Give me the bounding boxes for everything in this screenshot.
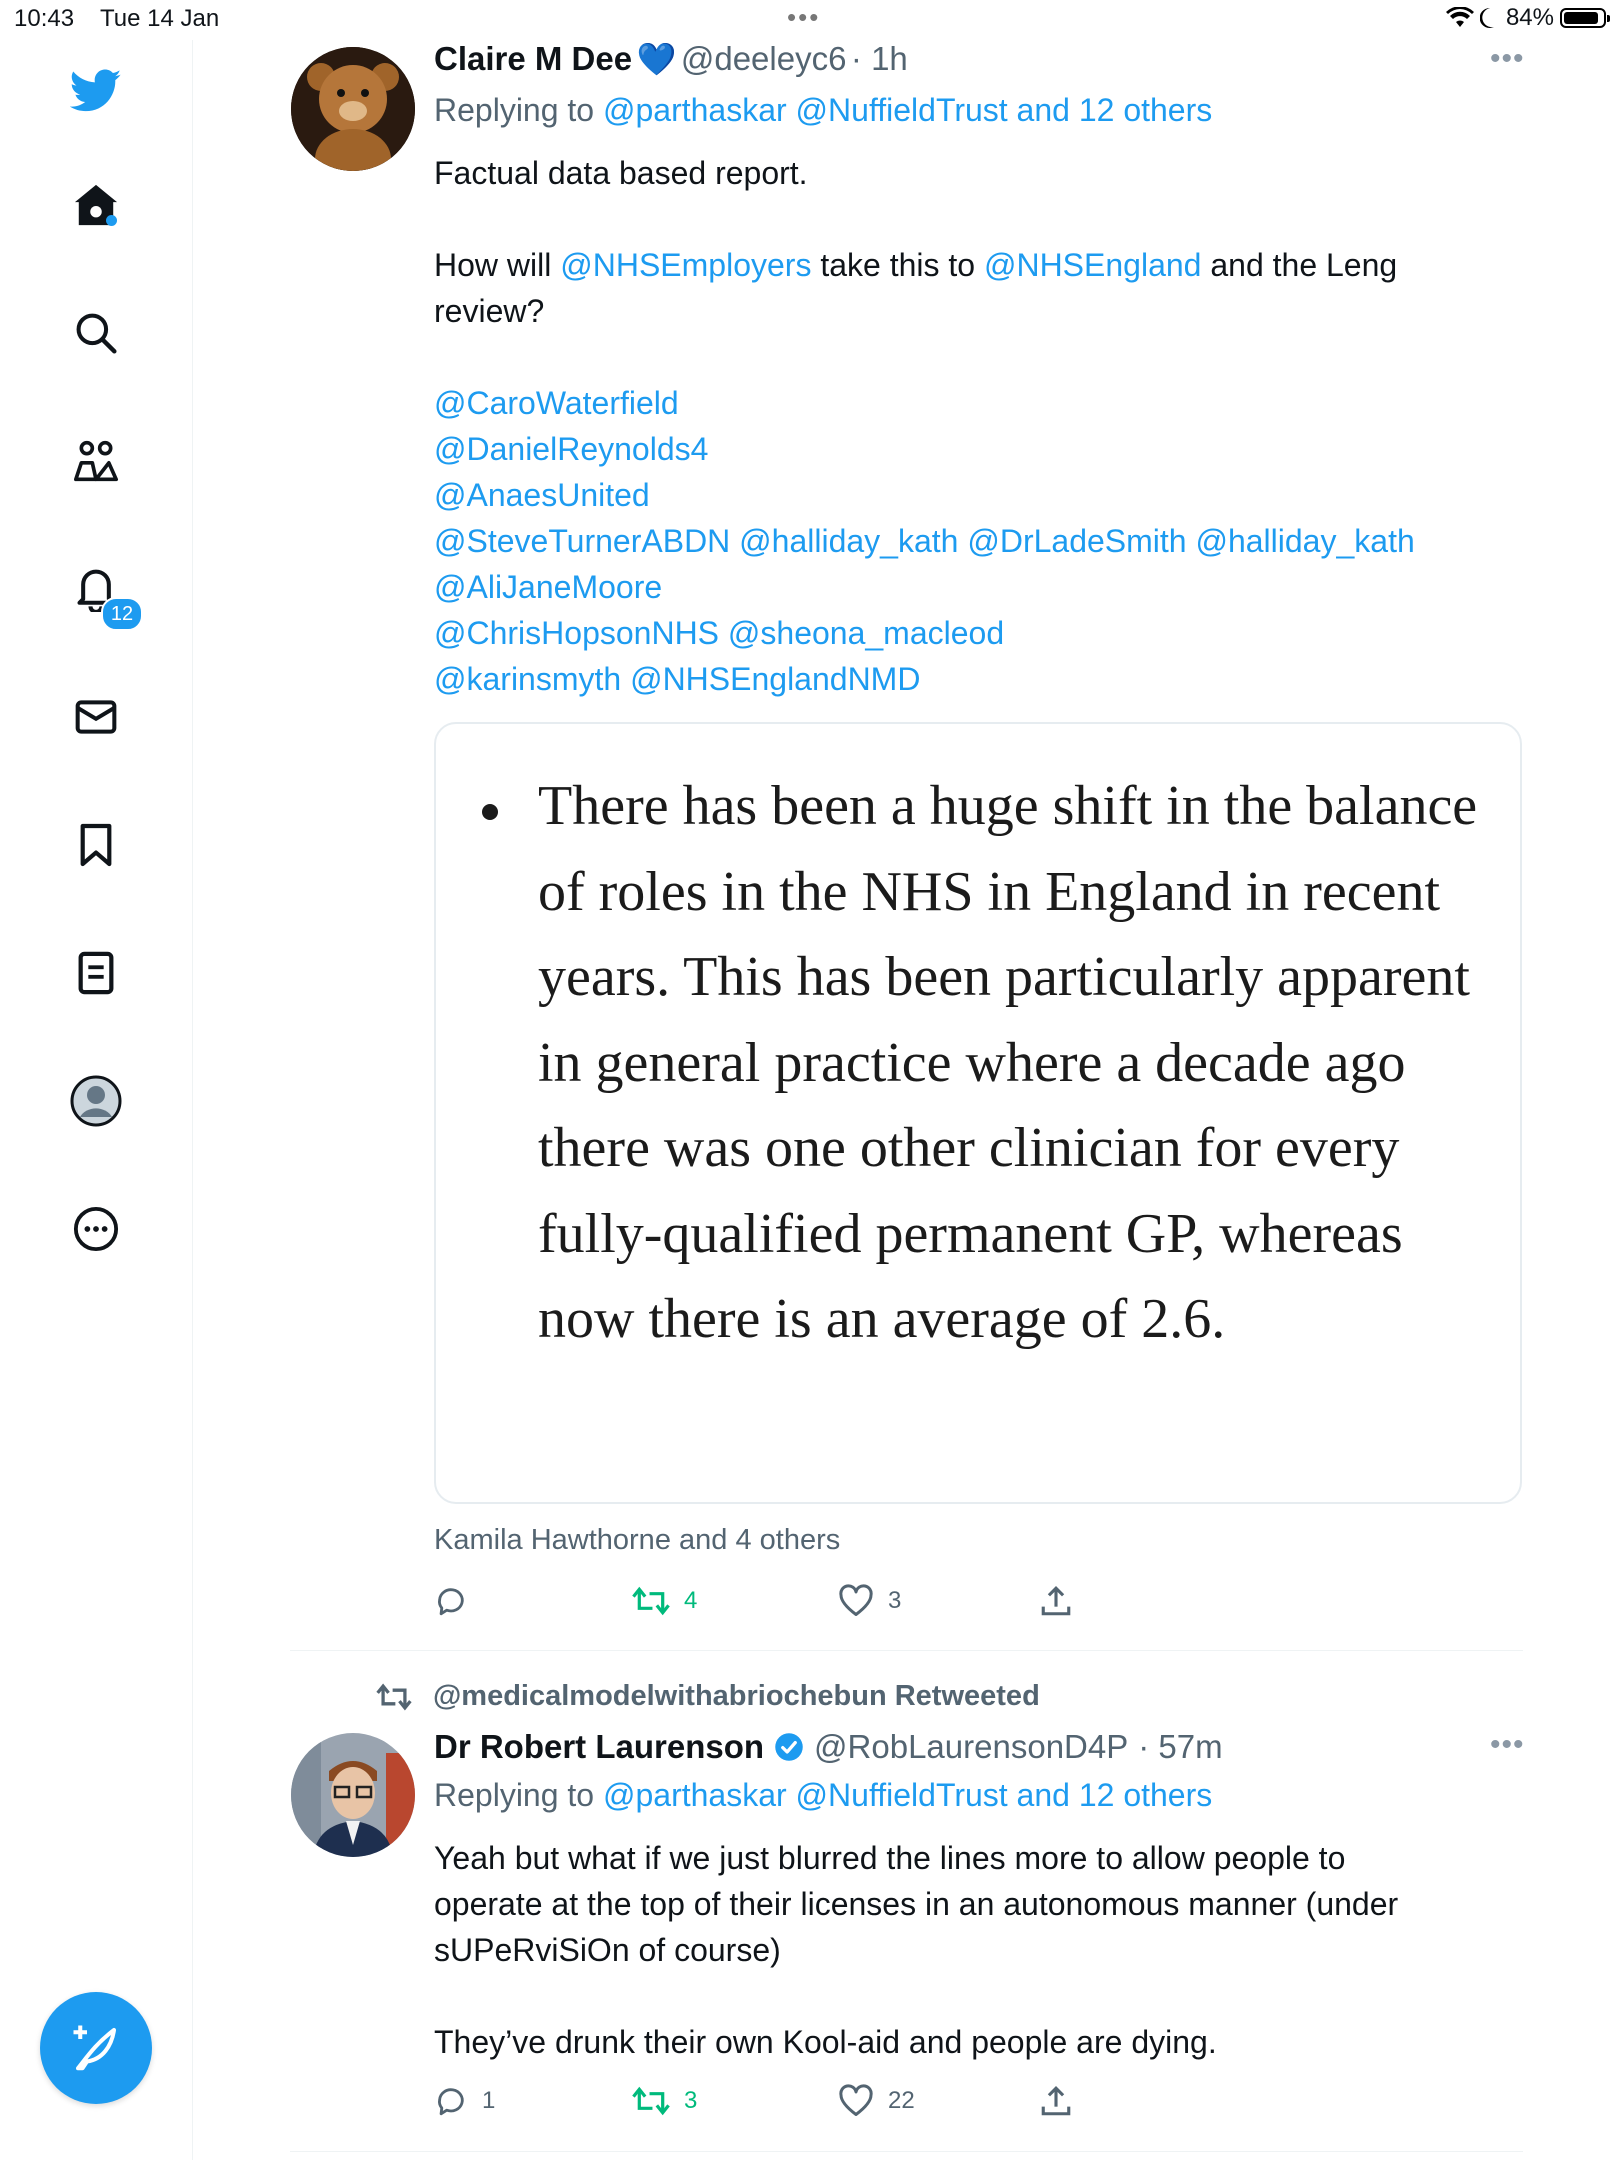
mention-link[interactable]: @CaroWaterfield <box>434 385 679 421</box>
reply-icon <box>434 2084 468 2118</box>
avatar-robert[interactable] <box>291 1733 415 1857</box>
tweet-time[interactable]: · 1h <box>850 40 908 77</box>
wifi-icon <box>1446 7 1474 29</box>
tweet-text-line: Yeah but what if we just blurred the lines more to allow people to <box>434 1840 1346 1876</box>
moon-icon <box>1480 7 1500 29</box>
replying-label: Replying to <box>434 1777 595 1813</box>
tweet-body <box>434 150 1514 702</box>
sidebar <box>0 40 193 2160</box>
reply-button[interactable] <box>434 1584 482 1618</box>
reply-count: 1 <box>482 2087 496 2114</box>
status-bar <box>0 0 1620 40</box>
text-span: take this to <box>811 247 984 283</box>
share-button[interactable] <box>1040 2084 1072 2118</box>
tweet-text-line: operate at the top of their licenses in an autonomous manner (under <box>434 1886 1399 1922</box>
search-icon[interactable] <box>70 307 122 359</box>
mention-link[interactable]: @AliJaneMoore <box>434 569 663 605</box>
author-handle[interactable]: @deeleyc6 <box>680 40 847 77</box>
compose-feather-icon <box>69 2021 123 2075</box>
share-icon <box>1040 2084 1072 2118</box>
twitter-logo-icon[interactable] <box>70 65 122 117</box>
status-right <box>1446 4 1606 32</box>
retweet-icon <box>375 1682 413 1712</box>
mention-link[interactable]: @karinsmyth @NHSEnglandNMD <box>434 661 921 697</box>
teddy-bear-avatar-image <box>291 47 415 171</box>
mention-link[interactable]: @SteveTurnerABDN @halliday_kath @DrLadeSmith @halliday_kath <box>434 523 1415 559</box>
blue-heart-emoji: 💙 <box>636 41 677 77</box>
tweet-text-line <box>434 242 1514 288</box>
retweet-button[interactable] <box>632 1584 697 1618</box>
person-avatar-image <box>291 1733 415 1857</box>
bookmarks-icon[interactable] <box>70 819 122 871</box>
author-handle[interactable]: @RobLaurensonD4P <box>814 1728 1129 1765</box>
replying-to-link[interactable]: @parthaskar @NuffieldTrust and 12 others <box>602 92 1213 128</box>
tweet-body <box>434 1835 1514 2065</box>
avatar-claire[interactable] <box>291 47 415 171</box>
multitasking-dots[interactable]: ••• <box>787 2 821 32</box>
status-date: Tue 14 Jan <box>100 5 220 32</box>
battery-icon <box>1560 8 1606 28</box>
lists-icon[interactable] <box>70 947 122 999</box>
more-options-icon[interactable]: ••• <box>1490 1728 1525 1761</box>
like-count: 3 <box>888 1587 902 1614</box>
tweet-text-line: Factual data based report. <box>434 155 808 191</box>
heart-icon <box>838 2084 874 2118</box>
tagged-people-link[interactable]: Kamila Hawthorne and 4 others <box>434 1524 841 1556</box>
status-time: 10:43 <box>14 5 75 32</box>
reply-button[interactable] <box>434 2084 495 2118</box>
like-button[interactable] <box>838 1584 901 1618</box>
mention-link[interactable]: @DanielReynolds4 <box>434 431 709 467</box>
retweeted-header <box>375 1680 1040 1713</box>
tweet-text-line: sUPeRviSiOn of course) <box>434 1932 781 1968</box>
communities-icon[interactable] <box>70 435 122 487</box>
tweet-text-line: review? <box>434 293 545 329</box>
replying-label: Replying to <box>434 92 595 128</box>
more-icon[interactable] <box>70 1203 122 1255</box>
share-button[interactable] <box>1040 1584 1072 1618</box>
share-icon <box>1040 1584 1072 1618</box>
retweet-icon <box>632 2084 670 2118</box>
image-card[interactable] <box>434 722 1522 1504</box>
compose-tweet-button[interactable] <box>40 1992 152 2104</box>
retweeted-by-label[interactable]: @medicalmodelwithabriochebun Retweeted <box>433 1680 1040 1712</box>
retweet-button[interactable] <box>632 2084 697 2118</box>
retweet-count: 4 <box>684 1587 698 1614</box>
tweet-text-line: They’ve drunk their own Kool-aid and people are dying. <box>434 2024 1217 2060</box>
tweet-divider <box>290 2151 1523 2152</box>
tweet-divider <box>290 1650 1523 1651</box>
reply-icon <box>434 1584 468 1618</box>
profile-icon[interactable] <box>70 1075 122 1127</box>
text-span: and the Leng <box>1201 247 1398 283</box>
replying-to-link[interactable]: @parthaskar @NuffieldTrust and 12 others <box>602 1777 1213 1813</box>
home-new-dot <box>106 215 117 226</box>
like-button[interactable] <box>838 2084 915 2118</box>
mention-link[interactable]: @NHSEmployers <box>560 247 812 283</box>
mention-link[interactable]: @AnaesUnited <box>434 477 650 513</box>
messages-icon[interactable] <box>70 691 122 743</box>
author-name[interactable]: Dr Robert Laurenson <box>434 1728 765 1765</box>
battery-percent: 84% <box>1505 4 1554 31</box>
notifications-badge: 12 <box>101 597 143 631</box>
author-name[interactable]: Claire M Dee <box>434 40 633 77</box>
image-card-text: There has been a huge shift in the balance of roles in the NHS in England in recent years. This has been particularly apparent in general practice where a decade ago there was one other clinician for every fully-qualified permanent GP, whereas now there is an average of 2.6. <box>538 775 1478 1350</box>
mention-link[interactable]: @ChrisHopsonNHS @sheona_macleod <box>434 615 1005 651</box>
bullet-point <box>482 804 498 820</box>
more-options-icon[interactable]: ••• <box>1490 42 1525 75</box>
text-span: How will <box>434 247 561 283</box>
retweet-count: 3 <box>684 2087 698 2114</box>
heart-icon <box>838 1584 874 1618</box>
mention-link[interactable]: @NHSEngland <box>983 247 1202 283</box>
verified-badge-icon <box>774 1732 804 1762</box>
like-count: 22 <box>888 2087 915 2114</box>
retweet-icon <box>632 1584 670 1618</box>
tweet-time[interactable]: · 57m <box>1138 1728 1223 1765</box>
